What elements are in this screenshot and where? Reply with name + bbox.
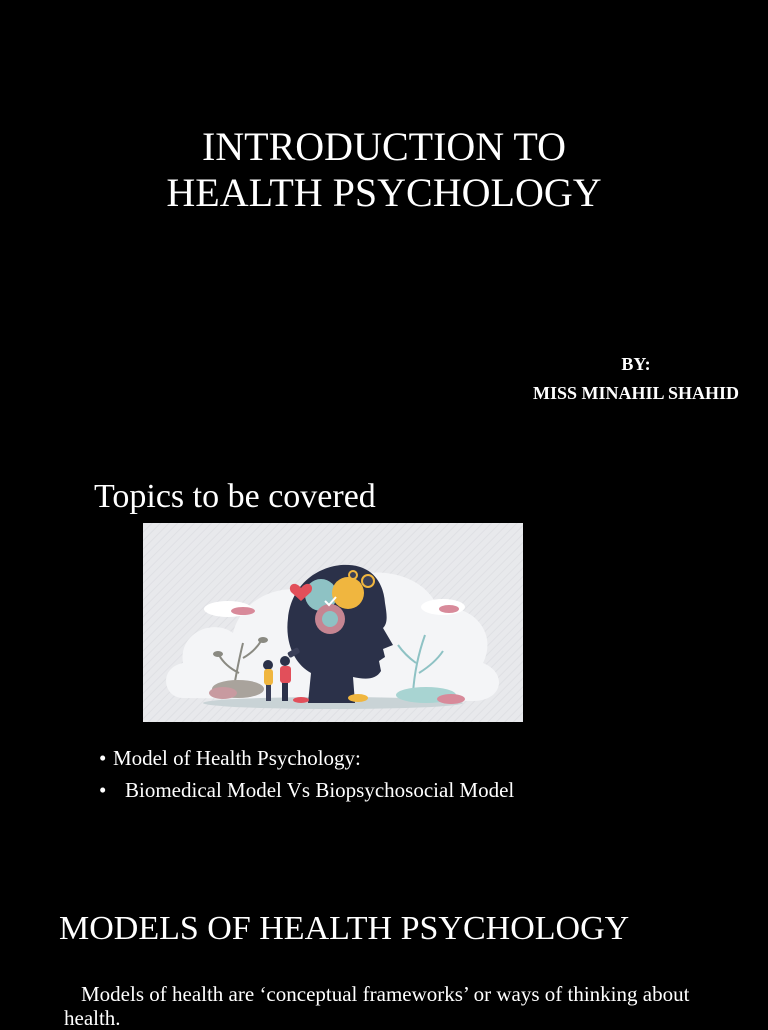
head-brain-illustration (143, 523, 523, 722)
topics-list (99, 742, 514, 806)
topics-heading: Topics to be covered (94, 478, 376, 515)
list-item (99, 774, 514, 806)
title-line-1: INTRODUCTION TO (201, 124, 567, 169)
section-heading: MODELS OF HEALTH PSYCHOLOGY (59, 910, 630, 947)
bullet-text: Model of Health Psychology: (113, 746, 361, 770)
presentation-title (0, 124, 768, 216)
bullet-icon: • (99, 746, 107, 770)
bullet-text: Biomedical Model Vs Biopsychosocial Model (125, 778, 515, 802)
illustration-svg (143, 523, 523, 722)
title-line-2: HEALTH PSYCHOLOGY (166, 170, 602, 215)
author-name: MISS MINAHIL SHAHID (532, 383, 740, 403)
bullet-icon: • (99, 778, 107, 802)
by-label: BY: (621, 354, 651, 374)
list-item (99, 742, 514, 774)
body-paragraph: Models of health are ‘conceptual frameworks’ or ways of thinking about health. (64, 982, 690, 1030)
